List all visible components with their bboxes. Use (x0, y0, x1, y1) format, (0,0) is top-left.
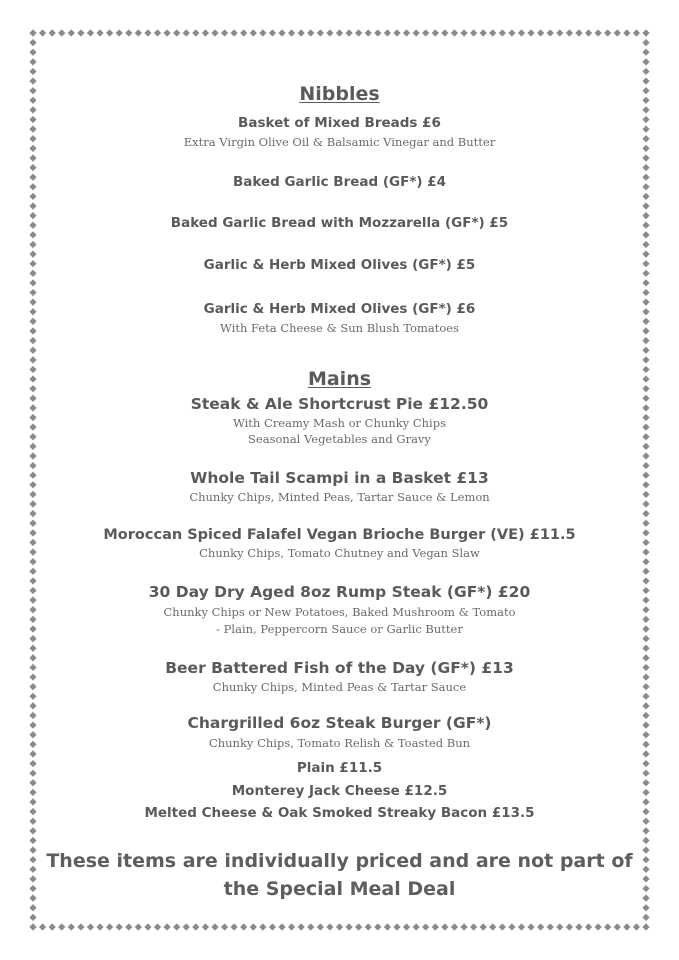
border-diamond (642, 597, 649, 604)
border-diamond (29, 693, 36, 700)
border-diamond (642, 923, 649, 930)
border-diamond (642, 856, 649, 863)
border-diamond (642, 68, 649, 75)
border-diamond (29, 356, 36, 363)
border-diamond (29, 472, 36, 479)
border-diamond (642, 49, 649, 56)
border-diamond (29, 587, 36, 594)
border-diamond (642, 827, 649, 834)
border-diamond (29, 798, 36, 805)
border-diamond (29, 770, 36, 777)
border-diamond (642, 750, 649, 757)
border-diamond (29, 97, 36, 104)
border-diamond (29, 327, 36, 334)
border-diamond (642, 587, 649, 594)
border-diamond (29, 318, 36, 325)
border-diamond (642, 299, 649, 306)
border-diamond (642, 260, 649, 267)
border-diamond (642, 904, 649, 911)
border-diamond (29, 279, 36, 286)
border-diamond (29, 164, 36, 171)
border-diamond (642, 818, 649, 825)
border-diamond (642, 356, 649, 363)
border-diamond (29, 106, 36, 113)
border-diamond (642, 29, 649, 36)
border-diamond (642, 174, 649, 181)
border-diamond (29, 808, 36, 815)
mains-item-description: Chunky Chips, Minted Peas & Tartar Sauce (212, 680, 467, 694)
border-diamond (642, 866, 649, 873)
border-diamond (29, 597, 36, 604)
border-diamond (642, 693, 649, 700)
border-diamond (29, 789, 36, 796)
border-diamond (642, 145, 649, 152)
border-diamond (29, 202, 36, 209)
border-diamond (29, 510, 36, 517)
border-diamond (29, 923, 36, 930)
border-diamond (29, 866, 36, 873)
border-diamond (29, 87, 36, 94)
border-diamond (29, 616, 36, 623)
border-diamond (642, 212, 649, 219)
burger-option: Monterey Jack Cheese £12.5 (231, 783, 448, 799)
nibbles-item-title: Garlic & Herb Mixed Olives (GF*) £6 (203, 301, 476, 317)
border-diamond (642, 731, 649, 738)
border-diamond (642, 846, 649, 853)
border-diamond (642, 712, 649, 719)
border-diamond (642, 452, 649, 459)
border-diamond (642, 250, 649, 257)
border-diamond (642, 491, 649, 498)
border-diamond (642, 193, 649, 200)
border-diamond (642, 520, 649, 527)
border-diamond (642, 885, 649, 892)
border-diamond (29, 462, 36, 469)
nibbles-item-title: Baked Garlic Bread with Mozzarella (GF*) £5 (170, 215, 509, 231)
border-diamond (642, 327, 649, 334)
border-diamond (642, 318, 649, 325)
border-diamond (29, 856, 36, 863)
border-diamond (29, 193, 36, 200)
border-diamond (642, 202, 649, 209)
border-diamond (29, 722, 36, 729)
border-diamond (29, 654, 36, 661)
border-diamond (642, 770, 649, 777)
mains-item-description: Chunky Chips, Tomato Relish & Toasted Bun (208, 736, 471, 750)
border-diamond (29, 414, 36, 421)
border-diamond (29, 183, 36, 190)
border-diamond (642, 414, 649, 421)
border-diamond (642, 808, 649, 815)
border-diamond (29, 779, 36, 786)
mains-item-title: Whole Tail Scampi in a Basket £13 (190, 469, 489, 487)
border-diamond (29, 875, 36, 882)
mains-item-description: With Creamy Mash or Chunky Chips (233, 416, 446, 430)
border-diamond (29, 424, 36, 431)
border-diamond (29, 625, 36, 632)
border-diamond (642, 375, 649, 382)
border-diamond (642, 539, 649, 546)
border-diamond (642, 231, 649, 238)
border-diamond (29, 712, 36, 719)
nibbles-item-title: Garlic & Herb Mixed Olives (GF*) £5 (203, 257, 476, 273)
border-diamond (29, 750, 36, 757)
border-diamond (642, 673, 649, 680)
burger-option: Plain £11.5 (296, 760, 383, 776)
border-diamond (29, 395, 36, 402)
border-diamond (29, 145, 36, 152)
border-diamond (29, 375, 36, 382)
border-diamond (642, 241, 649, 248)
border-diamond (29, 385, 36, 392)
border-diamond (29, 741, 36, 748)
border-diamond (29, 577, 36, 584)
menu-page (40, 0, 639, 960)
border-diamond (29, 827, 36, 834)
border-diamond (642, 347, 649, 354)
border-diamond (29, 337, 36, 344)
border-diamond (642, 760, 649, 767)
border-diamond (29, 231, 36, 238)
border-diamond (29, 126, 36, 133)
border-diamond (29, 558, 36, 565)
border-diamond (29, 664, 36, 671)
border-diamond (29, 299, 36, 306)
border-diamond (642, 87, 649, 94)
border-diamond (642, 568, 649, 575)
border-diamond (642, 270, 649, 277)
border-diamond (29, 904, 36, 911)
border-diamond (29, 39, 36, 46)
mains-item-description: Chunky Chips, Minted Peas, Tartar Sauce & Lemon (189, 490, 490, 504)
border-diamond (642, 337, 649, 344)
nibbles-item-title: Baked Garlic Bread (GF*) £4 (232, 174, 447, 190)
border-diamond (642, 279, 649, 286)
border-diamond (29, 885, 36, 892)
border-diamond (29, 260, 36, 267)
border-diamond (642, 481, 649, 488)
border-diamond (29, 366, 36, 373)
border-diamond (29, 347, 36, 354)
border-diamond (29, 500, 36, 507)
border-diamond (642, 664, 649, 671)
nibbles-item-title: Basket of Mixed Breads £6 (238, 115, 441, 131)
border-diamond (29, 895, 36, 902)
border-diamond (642, 424, 649, 431)
border-diamond (642, 875, 649, 882)
burger-option: Melted Cheese & Oak Smoked Streaky Bacon £13.5 (144, 805, 535, 821)
border-diamond (29, 606, 36, 613)
border-diamond (29, 837, 36, 844)
border-diamond (642, 895, 649, 902)
border-diamond (29, 760, 36, 767)
border-diamond (642, 472, 649, 479)
border-diamond (642, 635, 649, 642)
border-diamond (642, 126, 649, 133)
border-diamond (29, 270, 36, 277)
mains-item-title: Beer Battered Fish of the Day (GF*) £13 (165, 659, 514, 677)
border-diamond (29, 404, 36, 411)
border-diamond (642, 164, 649, 171)
border-diamond (29, 846, 36, 853)
border-diamond (29, 174, 36, 181)
border-diamond (642, 779, 649, 786)
border-diamond (29, 731, 36, 738)
border-diamond (642, 606, 649, 613)
border-diamond (29, 635, 36, 642)
border-diamond (29, 77, 36, 84)
border-diamond (642, 443, 649, 450)
border-diamond (29, 548, 36, 555)
border-diamond (642, 577, 649, 584)
border-diamond (642, 116, 649, 123)
border-diamond (642, 385, 649, 392)
border-diamond (29, 433, 36, 440)
border-diamond (642, 404, 649, 411)
border-diamond (29, 68, 36, 75)
border-diamond (642, 308, 649, 315)
border-diamond (642, 77, 649, 84)
border-diamond (642, 500, 649, 507)
mains-item-description: Chunky Chips or New Potatoes, Baked Mushroom & Tomato (163, 605, 516, 619)
border-diamond (642, 529, 649, 536)
border-diamond (642, 183, 649, 190)
border-diamond (642, 395, 649, 402)
border-diamond (642, 433, 649, 440)
mains-item-title: Moroccan Spiced Falafel Vegan Brioche Burger (VE) £11.5 (103, 527, 576, 543)
border-diamond (642, 558, 649, 565)
border-diamond (642, 154, 649, 161)
border-diamond (642, 722, 649, 729)
border-diamond (29, 58, 36, 65)
border-diamond (29, 520, 36, 527)
border-diamond (29, 529, 36, 536)
border-diamond (642, 683, 649, 690)
border-diamond (642, 39, 649, 46)
nibbles-item-description: Extra Virgin Olive Oil & Balsamic Vinegar and Butter (183, 135, 496, 149)
border-diamond (29, 135, 36, 142)
mains-item-description: Chunky Chips, Tomato Chutney and Vegan Slaw (199, 546, 480, 560)
meal-deal-note: These items are individually priced and are not part of the Special Meal Deal (46, 850, 633, 900)
border-diamond (29, 116, 36, 123)
border-diamond (29, 154, 36, 161)
border-diamond (29, 702, 36, 709)
border-diamond (29, 818, 36, 825)
border-diamond (642, 289, 649, 296)
border-diamond (29, 914, 36, 921)
border-diamond (642, 548, 649, 555)
border-diamond (29, 491, 36, 498)
border-diamond (29, 443, 36, 450)
border-diamond (29, 241, 36, 248)
mains-item-title: Chargrilled 6oz Steak Burger (GF*) (187, 714, 492, 732)
border-diamond (29, 568, 36, 575)
border-diamond (29, 539, 36, 546)
border-diamond (642, 97, 649, 104)
border-diamond (642, 789, 649, 796)
border-diamond (29, 212, 36, 219)
nibbles-heading: Nibbles (299, 83, 380, 105)
border-diamond (642, 616, 649, 623)
border-diamond (642, 702, 649, 709)
mains-item-title: 30 Day Dry Aged 8oz Rump Steak (GF*) £20 (148, 583, 531, 601)
border-diamond (642, 366, 649, 373)
border-diamond (642, 654, 649, 661)
mains-item-title: Steak & Ale Shortcrust Pie £12.50 (190, 395, 489, 413)
border-diamond (29, 289, 36, 296)
border-diamond (29, 481, 36, 488)
border-diamond (29, 673, 36, 680)
border-diamond (642, 741, 649, 748)
border-diamond (642, 462, 649, 469)
nibbles-item-description: With Feta Cheese & Sun Blush Tomatoes (220, 321, 459, 335)
border-diamond (29, 452, 36, 459)
border-diamond (642, 510, 649, 517)
border-diamond (642, 625, 649, 632)
border-diamond (29, 645, 36, 652)
mains-heading: Mains (307, 368, 372, 390)
border-diamond (642, 837, 649, 844)
border-diamond (29, 222, 36, 229)
border-diamond (642, 914, 649, 921)
border-diamond (642, 135, 649, 142)
border-diamond (29, 29, 36, 36)
border-diamond (29, 49, 36, 56)
border-diamond (29, 250, 36, 257)
border-diamond (642, 58, 649, 65)
border-diamond (642, 222, 649, 229)
border-diamond (29, 683, 36, 690)
mains-item-description: - Plain, Peppercorn Sauce or Garlic Butter (216, 622, 463, 636)
border-diamond (642, 645, 649, 652)
border-diamond (642, 106, 649, 113)
mains-item-description: Seasonal Vegetables and Gravy (248, 432, 431, 446)
border-diamond (642, 798, 649, 805)
border-diamond (29, 308, 36, 315)
